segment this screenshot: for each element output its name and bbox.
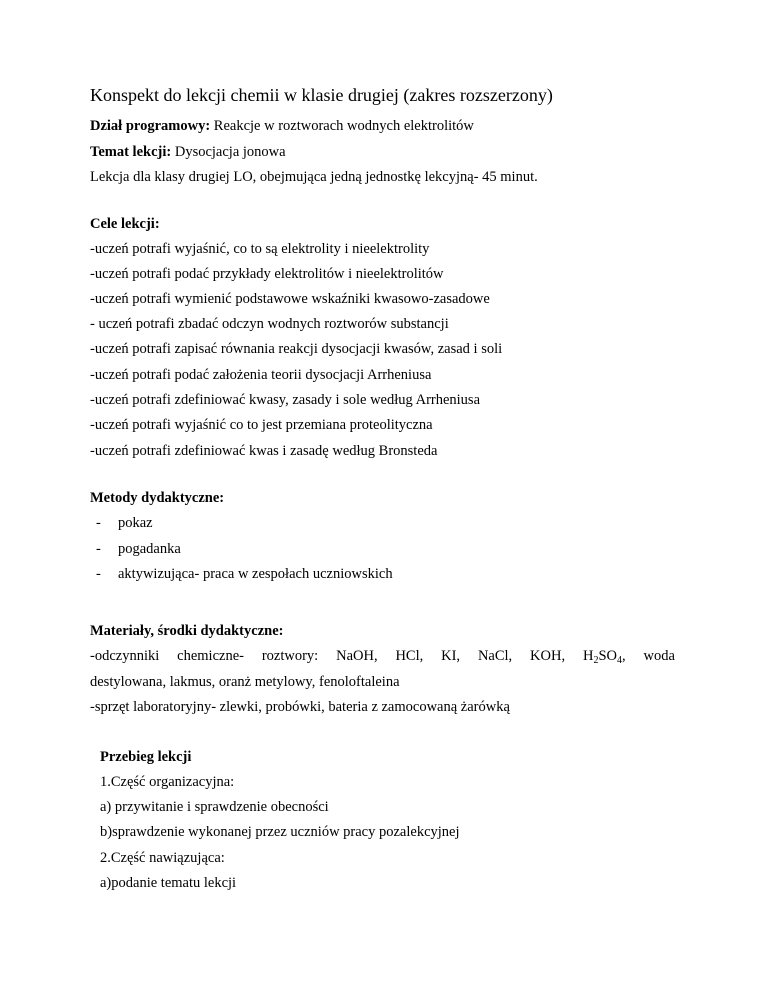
- metody-item-text: pogadanka: [118, 541, 181, 557]
- odczynniki-word: NaCl,: [477, 648, 513, 664]
- materialy-heading: Materiały, środki dydaktyczne:: [90, 623, 284, 639]
- przebieg-line: b)sprawdzenie wykonanej przez uczniów pracy pozalekcyjnej: [100, 824, 460, 840]
- list-dash: -: [96, 541, 101, 557]
- odczynniki-word: roztwory:: [261, 648, 319, 664]
- przebieg-line: 1.Część organizacyjna:: [100, 774, 235, 790]
- dzial-label: Dział programowy:: [90, 118, 211, 134]
- odczynniki-word: chemiczne-: [177, 648, 244, 664]
- odczynniki-line: [90, 647, 675, 665]
- przebieg-line: 2.Część nawiązująca:: [100, 850, 225, 866]
- cele-item: -uczeń potrafi wymienić podstawowe wskaźniki kwasowo-zasadowe: [90, 291, 490, 307]
- odczynniki-word: KOH,: [530, 648, 566, 664]
- metody-item: [96, 565, 393, 583]
- odczynniki-word: NaOH,: [336, 648, 378, 664]
- cele-item: -uczeń potrafi wyjaśnić co to jest przemiana proteolityczna: [90, 417, 433, 433]
- temat-label: Temat lekcji:: [90, 144, 172, 160]
- cele-item: - uczeń potrafi zbadać odczyn wodnych roztworów substancji: [90, 316, 449, 332]
- odczynniki-word: HCl,: [395, 648, 424, 664]
- list-dash: -: [96, 515, 101, 531]
- metody-item: [96, 540, 181, 558]
- lekcja-info-line: Lekcja dla klasy drugiej LO, obejmująca jedną jednostkę lekcyjną- 45 minut.: [90, 169, 538, 185]
- cele-item: -uczeń potrafi zdefiniować kwasy, zasady i sole według Arrheniusa: [90, 392, 481, 408]
- cele-item: -uczeń potrafi podać przykłady elektrolitów i nieelektrolitów: [90, 266, 444, 282]
- cele-item: -uczeń potrafi wyjaśnić, co to są elektrolity i nieelektrolity: [90, 241, 430, 257]
- przebieg-line: a) przywitanie i sprawdzenie obecności: [100, 799, 329, 815]
- odczynniki-word: -odczynniki: [90, 648, 160, 664]
- h2so4-formula: $H_2SO_4$,: [582, 648, 626, 666]
- przebieg-heading: Przebieg lekcji: [100, 749, 192, 765]
- odczynniki-continuation: destylowana, lakmus, oranż metylowy, fenoloftaleina: [90, 674, 400, 690]
- cele-item: -uczeń potrafi zapisać równania reakcji dysocjacji kwasów, zasad i soli: [90, 341, 503, 357]
- document-title: Konspekt do lekcji chemii w klasie drugiej (zakres rozszerzony): [90, 85, 553, 105]
- temat-value: Dysocjacja jonowa: [171, 144, 286, 160]
- dzial-value: Reakcje w roztworach wodnych elektrolitów: [210, 118, 474, 134]
- przebieg-line: a)podanie tematu lekcji: [100, 875, 237, 891]
- metody-item-text: aktywizująca- praca w zespołach uczniowskich: [118, 566, 393, 582]
- odczynniki-word: KI,: [441, 648, 461, 664]
- metody-item-text: pokaz: [118, 515, 153, 531]
- list-dash: -: [96, 566, 101, 582]
- metody-item: [96, 514, 153, 532]
- cele-item: -uczeń potrafi zdefiniować kwas i zasadę według Bronsteda: [90, 443, 438, 459]
- odczynniki-word: woda: [643, 648, 675, 664]
- dzial-programowy-line: [90, 117, 474, 135]
- sprzet-line: -sprzęt laboratoryjny- zlewki, probówki, bateria z zamocowaną żarówką: [90, 699, 510, 715]
- cele-item: -uczeń potrafi podać założenia teorii dysocjacji Arrheniusa: [90, 367, 432, 383]
- temat-lekcji-line: [90, 143, 286, 161]
- metody-heading: Metody dydaktyczne:: [90, 490, 225, 506]
- cele-heading: Cele lekcji:: [90, 216, 160, 232]
